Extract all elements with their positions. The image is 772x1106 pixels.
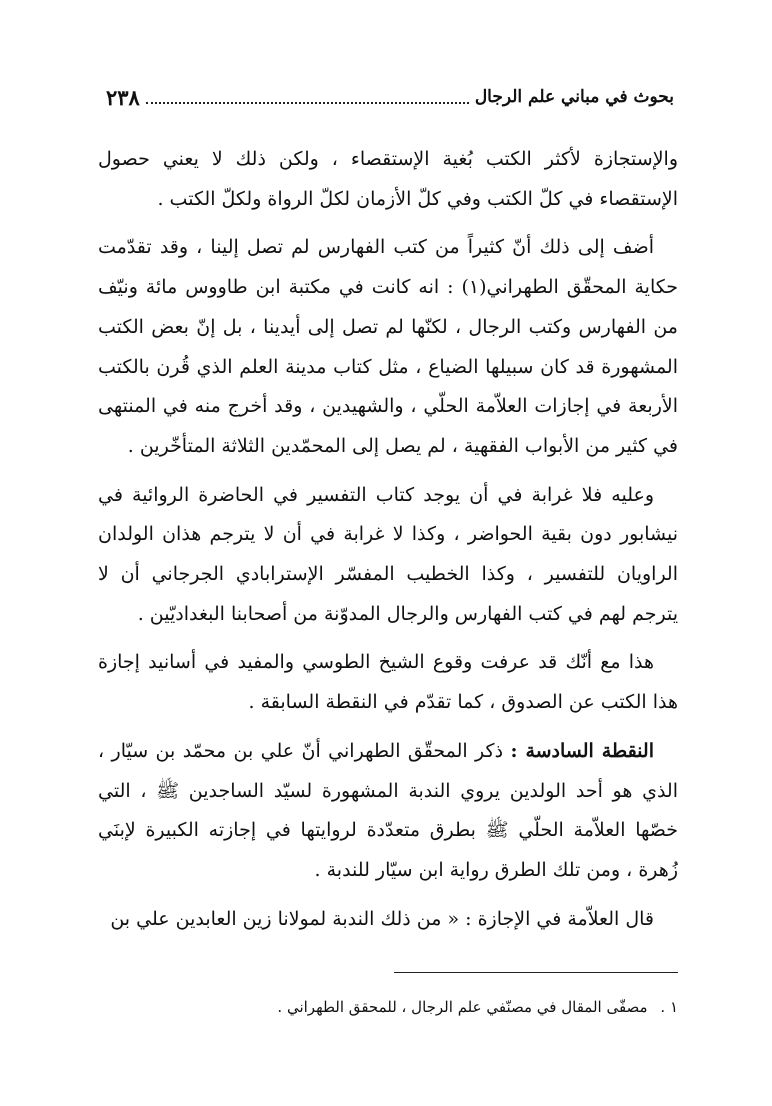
footnote-number: ١ . [660,998,678,1016]
paragraph [98,476,678,635]
paragraph [98,228,678,466]
section-heading: النقطة السادسة : [510,739,654,762]
paragraph [98,140,678,219]
page-number: ٢٣٨ [106,84,140,110]
paragraph-text: أضف إلى ذلك أنّ كثيراً من كتب الفهارس لم تصل إلينا ، وقد تقدّمت حكاية المحقّق الطهراني(١) : انه كانت في مكتبة ابن طاووس مائة ونيّف من الفهارس وكتب الرجال ، لكنّها لم تصل إلى أيدينا ، بل إنّ بعض الكتب المشهورة قد كان سبيلها الضياع ، مثل كتاب مدينة العلم الذي قُرن بالكتب الأربعة في إجازات العلاّمة الحلّي ، والشهيدين ، وقد أخرج منه في المنتهى في كثير من الأبواب الفقهية ، لم يصل إلى المحمّدين الثلاثة المتأخّرين . [98,236,678,457]
running-title: بحوث في مباني علم الرجال [474,87,674,107]
header-dotted-leader [146,90,469,104]
paragraph-text: هذا مع أنّك قد عرفت وقوع الشيخ الطوسي والمفيد في أسانيد إجازة هذا الكتب عن الصدوق ، كما تقدّم في النقطة السابقة . [98,651,678,714]
paragraph [98,900,678,940]
paragraph [98,732,678,891]
paragraph-text: والإستجازة لأكثر الكتب بُغية الإستقصاء ، ولكن ذلك لا يعني حصول الإستقصاء في كلّ الكتب وفي كلّ الأزمان لكلّ الرواة ولكلّ الكتب . [98,148,678,210]
footnote-text: مصفّى المقال في مصنّفي علم الرجال ، للمحقق الطهراني . [277,998,648,1016]
paragraph [98,643,678,722]
body-text [98,140,678,948]
paragraph-text: ذكر المحقّق الطهراني أنّ علي بن محمّد بن سيّار ، الذي هو أحد الولدين يروي الندبة المشهورة لسيّد الساجدين ﷺ ، التي خصّها العلاّمة الحلّي ﷺ بطرق متعدّدة لروايتها في إجازته الكبيرة لإبنَي زُهرة ، ومن تلك الطرق رواية ابن سيّار للندبة . [98,739,678,881]
footnote-divider [394,972,678,973]
footnote [98,995,678,1019]
page-header [96,82,680,112]
paragraph-text: قال العلاّمة في الإجازة : « من ذلك الندبة لمولانا زين العابدين علي بن [110,907,654,930]
paragraph-text: وعليه فلا غرابة في أن يوجد كتاب التفسير في الحاضرة الروائية في نيشابور دون بقية الحواضر ، وكذا لا غرابة في أن لا يترجم هذان الولدان الراويان للتفسير ، وكذا الخطيب المفسّر الإسترابادي الجرجاني أن لا يترجم لهم في كتب الفهارس والرجال المدوّنة من أصحابنا البغداديّين . [98,483,678,625]
